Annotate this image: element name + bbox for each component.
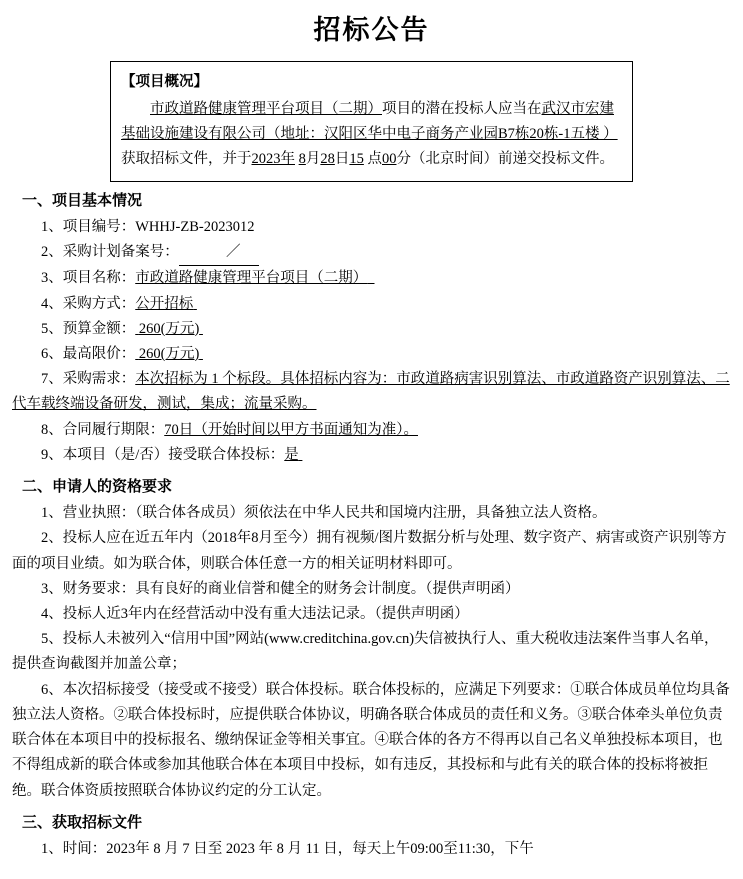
list-item (12, 501, 731, 526)
item-value: 投标人未被列入“信用中国”网站(www.creditchina.gov.cn)失信被执行人、重大税收违法案件当事人名单，提供查询截图并加盖公章； (12, 631, 719, 673)
item-value: 260(万元) (138, 345, 200, 362)
item-no: 2、 (41, 530, 63, 547)
item-label: 时间： (62, 840, 107, 857)
item-value: 2023年 8 月 7 日至 2023 年 8 月 11 日，每天上午09:00至11:30，下午 (106, 840, 534, 857)
item-value: 投标人应在近五年内（2018年8月至今）拥有视频/图片数据分析与处理、数字资产、病害或资产识别等方面的项目业绩。如为联合体，则联合体任意一方的相关证明材料即可。 (12, 530, 727, 572)
item-no: 4、 (41, 606, 63, 622)
item-label: 财务要求： (62, 580, 136, 597)
item-label: 采购需求： (62, 371, 136, 388)
item-value: ／ (179, 240, 259, 266)
item-label: 营业执照： (62, 505, 136, 522)
item-value: 本次招标接受（接受或不接受）联合体投标。联合体投标的，应满足下列要求：①联合体成员单位均具备独立法人资格。②联合体投标时，应提供联合体协议，明确各联合体成员的责任和义务。③联合体牵头单位负责联合体在本项目中的投标报名、缴纳保证金等相关事宜。④联合体的各方不得再以自己名义单独投标本项目，也不得组成新的联合体或参加其他联合体在本项目中投标，如有违反，其投标和与此有关的联合体的投标将被拒绝。联合体资质按照联合体协议约定的分工认定。 (12, 681, 730, 799)
list-item (12, 367, 731, 417)
list-item (12, 678, 731, 804)
overview-month-unit: 月 (305, 150, 321, 167)
item-value: （联合体各成员）须依法在中华人民共和国境内注册，具备独立法人资格。 (135, 505, 607, 522)
item-no: 5、 (41, 320, 63, 337)
item-no: 6、 (41, 681, 63, 698)
list-item (12, 342, 731, 367)
item-underline-pad (193, 296, 197, 312)
list-item (12, 215, 731, 240)
section-title-1: 一、项目基本情况 (22, 192, 143, 209)
item-value: 投标人近3年内在经营活动中没有重大违法记录。（提供声明函） (62, 606, 469, 622)
item-value: 70日（开始时间以甲方书面通知为准）。 (164, 421, 418, 438)
item-underline-pad-2 (199, 346, 203, 362)
item-value: WHHJ-ZB-2023012 (135, 218, 255, 235)
overview-hour-unit: 点 (367, 150, 382, 167)
list-item (12, 443, 731, 468)
item-no: 9、 (41, 446, 63, 463)
overview-hour: 15 (349, 150, 364, 167)
overview-minute: 00 (382, 150, 397, 167)
item-value: 公开招标 (135, 295, 194, 312)
list-item (12, 418, 731, 443)
section-title-2: 二、申请人的资格要求 (22, 479, 173, 496)
list-item (12, 317, 731, 342)
item-label: 本项目（是/否）接受联合体投标： (62, 446, 285, 463)
overview-agency-1: 武汉市宏建基础设施建 (121, 100, 614, 142)
item-label: 采购方式： (62, 295, 136, 312)
overview-text-1: 项目的潜在投标人应当在 (382, 100, 542, 117)
item-no: 7、 (41, 371, 63, 388)
list-item (12, 266, 731, 291)
item-label: 最高限价： (62, 345, 136, 362)
item-no: 8、 (41, 421, 63, 438)
item-no: 1、 (41, 218, 63, 235)
item-label: 采购计划备案号： (62, 244, 179, 261)
item-underline-pad-2 (199, 321, 203, 337)
list-item (12, 837, 731, 862)
overview-tail: （北京时间）前递交投标文件。 (411, 150, 614, 167)
overview-paragraph (121, 97, 622, 172)
item-no: 5、 (41, 631, 63, 648)
item-value: 市政道路健康管理平台项目（二期） (135, 270, 368, 287)
list-item (12, 240, 731, 266)
overview-project-name: 市政道路健康管理平台项目（二期） (150, 100, 382, 117)
item-label: 项目名称： (62, 270, 136, 287)
overview-text-2: 获取招标文件，并于 (121, 150, 252, 167)
item-no: 1、 (41, 840, 63, 857)
overview-year: 2023年 (251, 150, 295, 167)
overview-heading: 【项目概况】 (121, 74, 208, 90)
item-underline-pad (299, 447, 303, 463)
list-item (12, 292, 731, 317)
list-item (12, 526, 731, 576)
document-body (12, 188, 731, 862)
list-item (12, 627, 731, 677)
overview-month: 8 (298, 150, 306, 167)
item-underline-pad (367, 270, 374, 286)
project-overview-box (110, 61, 633, 182)
item-no: 6、 (41, 345, 63, 362)
item-no: 3、 (41, 270, 63, 287)
item-value: 是 (284, 446, 299, 463)
page-title: 招标公告 (313, 15, 430, 45)
item-no: 4、 (41, 295, 63, 312)
overview-day-unit: 日 (334, 150, 350, 167)
item-value: 本次招标为 1 个标段。具体招标内容为：市政道路病害识别算法、市政道路资产识别算法、二代车载终端设备研发，测试，集成；流量采购。 (12, 371, 730, 413)
item-label: 预算金额： (62, 320, 136, 337)
section-title-3: 三、获取招标文件 (22, 814, 143, 831)
item-no: 3、 (41, 580, 63, 597)
item-no: 2、 (41, 244, 63, 261)
overview-minute-unit: 分 (396, 150, 411, 167)
item-value: 具有良好的商业信誉和健全的财务会计制度。（提供声明函） (135, 580, 520, 597)
list-item (12, 602, 731, 627)
item-value: 260(万元) (138, 320, 200, 337)
list-item (12, 577, 731, 602)
document-page (0, 8, 743, 879)
item-no: 1、 (41, 505, 63, 522)
overview-day: 28 (320, 150, 335, 167)
overview-agency-2: 设有限公司（地址：汉阳区华中电子商务产业园B7栋20栋-1五楼 ） (193, 125, 618, 142)
item-label: 项目编号： (62, 218, 136, 235)
item-label: 合同履行期限： (62, 421, 165, 438)
